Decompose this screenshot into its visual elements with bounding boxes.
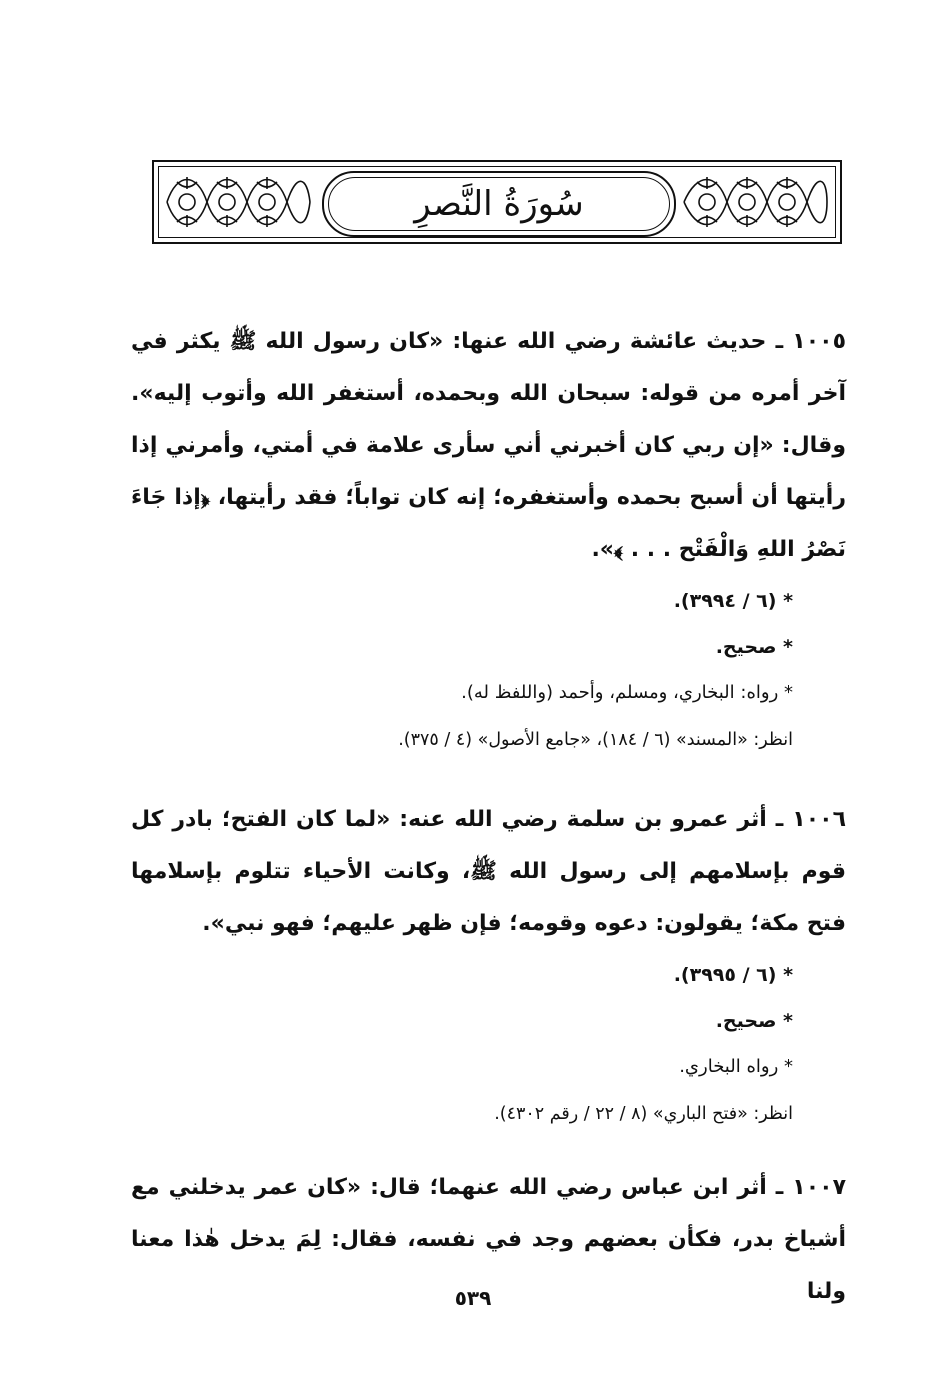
hadith-1005-narrators: * رواه: البخاري، ومسلم، وأحمد (واللفظ له). xyxy=(461,682,793,703)
hadith-1005-grade: * صحيح. xyxy=(715,636,793,658)
athar-1006-references: انظر: «فتح الباري» (٨ / ٢٢ / رقم ٤٣٠٢). xyxy=(494,1104,793,1124)
sura-header-frame xyxy=(152,160,842,244)
athar-1006-text: ١٠٠٦ ـ أثر عمرو بن سلمة رضي الله عنه: «لما كان الفتح؛ بادر كل قوم بإسلامهم إلى رسول الله ﷺ، وكانت الأحياء تتلوم بإسلامها فتح مكة؛ يقولون: دعوه وقومه؛ فإن ظهر عليهم؛ فهو نبي». xyxy=(131,807,846,936)
arabesque-ornament-icon xyxy=(682,167,832,237)
hadith-1005-text: ١٠٠٥ ـ حديث عائشة رضي الله عنها: «كان رسول الله ﷺ يكثر في آخر أمره من قوله: سبحان الله وبحمده، أستغفر الله وأتوب إليه». وقال: «إن ربي كان أخبرني أني سأرى علامة في أمتي، وأمرني إذا رأيتها أن أسبح بحمده وأستغفره؛ إنه كان تواباً؛ فقد رأيتها، ﴿إذا جَاءَ نَصْرُ اللهِ وَالْفَتْح . . . ﴾». xyxy=(131,329,846,562)
athar-1006-volume: * (٦ / ٣٩٩٥). xyxy=(673,964,793,986)
arabesque-ornament-icon xyxy=(162,167,312,237)
hadith-1005-references: انظر: «المسند» (٦ / ١٨٤)، «جامع الأصول» (٤ / ٣٧٥). xyxy=(398,730,793,750)
page-number: ٥٣٩ xyxy=(454,1286,492,1310)
title-cartouche xyxy=(322,171,676,237)
athar-1006-grade: * صحيح. xyxy=(715,1010,793,1032)
hadith-1005-volume: * (٦ / ٣٩٩٤). xyxy=(673,590,793,612)
sura-title: سُورَةُ النَّصرِ xyxy=(414,184,584,224)
athar-1006-narrators: * رواه البخاري. xyxy=(679,1056,793,1077)
athar-1007-text: ١٠٠٧ ـ أثر ابن عباس رضي الله عنهما؛ قال: «كان عمر يدخلني مع أشياخ بدر، فكأن بعضهم وجد في نفسه، فقال: لِمَ يدخل هٰذا معنا ولنا xyxy=(131,1175,846,1304)
